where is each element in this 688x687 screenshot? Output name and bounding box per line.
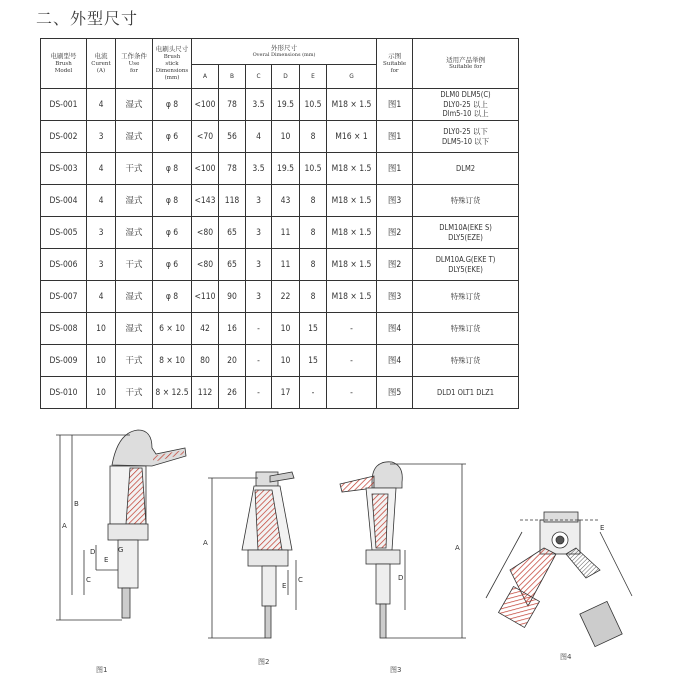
cell-stick: φ 8 (153, 89, 192, 121)
cell-model: DS-008 (41, 313, 87, 345)
cell-fig: 图5 (377, 377, 413, 409)
suitable-line: Dlm5-10 以上 (442, 109, 489, 119)
fig1-label-g: G (118, 546, 124, 554)
caption-figure-2: 图2 (258, 658, 270, 666)
cell-current: 4 (87, 281, 116, 313)
cell-suitable (413, 153, 519, 185)
cell-c: - (246, 377, 272, 409)
cell-suitable (413, 217, 519, 249)
cell-e: 8 (300, 185, 327, 217)
cell-g: M18 × 1.5 (327, 281, 377, 313)
cell-stick: φ 6 (153, 249, 192, 281)
figure-4-drawing (486, 512, 632, 647)
suitable-line: 特殊订货 (450, 323, 481, 333)
cell-g: M18 × 1.5 (327, 217, 377, 249)
table-row (41, 377, 519, 409)
cell-cond: 湿式 (116, 281, 153, 313)
cell-g: M18 × 1.5 (327, 89, 377, 121)
cell-model: DS-010 (41, 377, 87, 409)
header-dim-a: A (192, 65, 219, 89)
figures-area (0, 420, 688, 687)
cell-fig: 图2 (377, 249, 413, 281)
cell-cond: 湿式 (116, 185, 153, 217)
suitable-line: DLD1 OLT1 DLZ1 (437, 387, 495, 397)
cell-stick: 8 × 10 (153, 345, 192, 377)
cell-e: 15 (300, 345, 327, 377)
cell-d: 19.5 (272, 153, 300, 185)
cell-fig: 图1 (377, 121, 413, 153)
cell-d: 10 (272, 313, 300, 345)
cell-b: 16 (219, 313, 246, 345)
cell-a: 112 (192, 377, 219, 409)
fig1-label-c: C (86, 576, 91, 584)
cell-e: 10.5 (300, 153, 327, 185)
cell-b: 56 (219, 121, 246, 153)
cell-d: 10 (272, 345, 300, 377)
cell-d: 22 (272, 281, 300, 313)
cell-model: DS-003 (41, 153, 87, 185)
cell-d: 11 (272, 249, 300, 281)
cell-model: DS-009 (41, 345, 87, 377)
cell-model: DS-007 (41, 281, 87, 313)
cell-d: 10 (272, 121, 300, 153)
cell-current: 4 (87, 89, 116, 121)
header-current: 电流 Curent (A) (87, 39, 116, 89)
cell-b: 118 (219, 185, 246, 217)
fig1-label-b: B (74, 500, 79, 508)
cell-suitable (413, 249, 519, 281)
cell-d: 43 (272, 185, 300, 217)
suitable-line: DLY0-25 以上 (443, 99, 488, 109)
cell-a: <80 (192, 249, 219, 281)
figure-2-drawing (208, 472, 296, 638)
table-row (41, 313, 519, 345)
header-dimensions: 外形尺寸 Overal Dimensions (mm) (192, 39, 377, 65)
cell-fig: 图3 (377, 281, 413, 313)
technical-drawings (0, 420, 688, 687)
cell-b: 78 (219, 89, 246, 121)
caption-figure-3: 图3 (390, 666, 402, 674)
cell-cond: 湿式 (116, 121, 153, 153)
cell-model: DS-001 (41, 89, 87, 121)
cell-d: 17 (272, 377, 300, 409)
table-row (41, 121, 519, 153)
cell-e: 8 (300, 217, 327, 249)
cell-c: 3 (246, 281, 272, 313)
header-dim-b: B (219, 65, 246, 89)
cell-cond: 干式 (116, 377, 153, 409)
cell-suitable (413, 313, 519, 345)
cell-cond: 干式 (116, 249, 153, 281)
table-row (41, 185, 519, 217)
cell-e: 8 (300, 249, 327, 281)
header-dim-c: C (246, 65, 272, 89)
cell-stick: 6 × 10 (153, 313, 192, 345)
fig1-label-d: D (90, 548, 96, 556)
cell-g: - (327, 377, 377, 409)
suitable-line: 特殊订货 (450, 291, 481, 301)
figure-1-drawing (56, 430, 186, 620)
cell-g: M18 × 1.5 (327, 249, 377, 281)
cell-cond: 干式 (116, 345, 153, 377)
cell-a: 80 (192, 345, 219, 377)
section-title: 二、外型尺寸 (36, 9, 139, 28)
cell-cond: 湿式 (116, 313, 153, 345)
cell-d: 19.5 (272, 89, 300, 121)
cell-fig: 图4 (377, 345, 413, 377)
fig4-label-e: E (600, 524, 605, 532)
cell-stick: φ 8 (153, 185, 192, 217)
suitable-line: 特殊订货 (450, 355, 481, 365)
cell-g: - (327, 313, 377, 345)
table-row (41, 345, 519, 377)
table-row (41, 217, 519, 249)
figure-3-drawing (340, 462, 466, 638)
suitable-line: DLM0 DLM5(C) (440, 90, 491, 100)
cell-current: 3 (87, 217, 116, 249)
suitable-line: DLY5(EKE) (448, 264, 483, 274)
cell-c: 3 (246, 185, 272, 217)
cell-model: DS-004 (41, 185, 87, 217)
suitable-line: DLY0-25 以下 (443, 127, 488, 136)
cell-current: 3 (87, 249, 116, 281)
fig1-label-e: E (104, 556, 109, 564)
suitable-line: DLM10A(EKE S) (439, 223, 492, 232)
cell-c: 3 (246, 217, 272, 249)
header-model: 电刷型号 Brush Model (41, 39, 87, 89)
cell-a: <100 (192, 89, 219, 121)
cell-g: - (327, 345, 377, 377)
cell-current: 10 (87, 313, 116, 345)
cell-c: - (246, 313, 272, 345)
cell-model: DS-006 (41, 249, 87, 281)
cell-g: M18 × 1.5 (327, 185, 377, 217)
cell-stick: φ 6 (153, 217, 192, 249)
cell-stick: φ 8 (153, 281, 192, 313)
cell-b: 20 (219, 345, 246, 377)
table-row (41, 89, 519, 121)
suitable-line: DLM5-10 以下 (441, 136, 490, 146)
cell-e: 8 (300, 281, 327, 313)
cell-e: - (300, 377, 327, 409)
cell-fig: 图2 (377, 217, 413, 249)
fig2-label-a: A (203, 539, 208, 547)
header-figure: 示图 Suitable for (377, 39, 413, 89)
cell-c: 4 (246, 121, 272, 153)
cell-c: - (246, 345, 272, 377)
cell-e: 8 (300, 121, 327, 153)
cell-current: 4 (87, 153, 116, 185)
cell-suitable (413, 377, 519, 409)
caption-figure-4: 图4 (560, 653, 572, 661)
cell-a: 42 (192, 313, 219, 345)
cell-current: 3 (87, 121, 116, 153)
cell-a: <110 (192, 281, 219, 313)
cell-cond: 干式 (116, 153, 153, 185)
suitable-line: DLY5(EZE) (448, 232, 483, 242)
header-dim-e: E (300, 65, 327, 89)
caption-figure-1: 图1 (96, 666, 108, 674)
suitable-line: 特殊订货 (450, 195, 481, 205)
cell-e: 15 (300, 313, 327, 345)
cell-stick: 8 × 12.5 (153, 377, 192, 409)
suitable-line: DLM2 (456, 163, 476, 173)
cell-c: 3 (246, 249, 272, 281)
cell-suitable (413, 345, 519, 377)
spec-table (40, 38, 519, 409)
cell-b: 26 (219, 377, 246, 409)
suitable-line: DLM10A.G(EKE T) (435, 255, 496, 264)
header-dim-d: D (272, 65, 300, 89)
header-dim-g: G (327, 65, 377, 89)
cell-suitable (413, 89, 519, 121)
cell-e: 10.5 (300, 89, 327, 121)
cell-b: 65 (219, 217, 246, 249)
cell-g: M16 × 1 (327, 121, 377, 153)
cell-model: DS-002 (41, 121, 87, 153)
cell-fig: 图1 (377, 153, 413, 185)
header-suitable: 适用产品举例 Suitable for (413, 39, 519, 89)
cell-a: <80 (192, 217, 219, 249)
cell-current: 10 (87, 377, 116, 409)
fig1-label-a: A (62, 522, 67, 530)
cell-model: DS-005 (41, 217, 87, 249)
cell-c: 3.5 (246, 153, 272, 185)
cell-current: 4 (87, 185, 116, 217)
table-row (41, 153, 519, 185)
fig3-label-a: A (455, 544, 460, 552)
fig2-label-e: E (282, 582, 287, 590)
cell-fig: 图1 (377, 89, 413, 121)
cell-suitable (413, 281, 519, 313)
table-row (41, 249, 519, 281)
cell-b: 65 (219, 249, 246, 281)
cell-suitable (413, 185, 519, 217)
cell-d: 11 (272, 217, 300, 249)
cell-b: 78 (219, 153, 246, 185)
cell-a: <100 (192, 153, 219, 185)
header-stick: 电刷头尺寸 Brush stick Dimensions (mm) (153, 39, 192, 89)
cell-fig: 图3 (377, 185, 413, 217)
cell-c: 3.5 (246, 89, 272, 121)
cell-a: <70 (192, 121, 219, 153)
cell-stick: φ 8 (153, 153, 192, 185)
fig3-label-d: D (398, 574, 404, 582)
cell-cond: 湿式 (116, 217, 153, 249)
cell-suitable (413, 121, 519, 153)
cell-a: <143 (192, 185, 219, 217)
cell-b: 90 (219, 281, 246, 313)
table-row (41, 281, 519, 313)
cell-cond: 湿式 (116, 89, 153, 121)
fig2-label-c: C (298, 576, 303, 584)
cell-g: M18 × 1.5 (327, 153, 377, 185)
cell-current: 10 (87, 345, 116, 377)
header-condition: 工作条件 Use for (116, 39, 153, 89)
cell-stick: φ 6 (153, 121, 192, 153)
cell-fig: 图4 (377, 313, 413, 345)
